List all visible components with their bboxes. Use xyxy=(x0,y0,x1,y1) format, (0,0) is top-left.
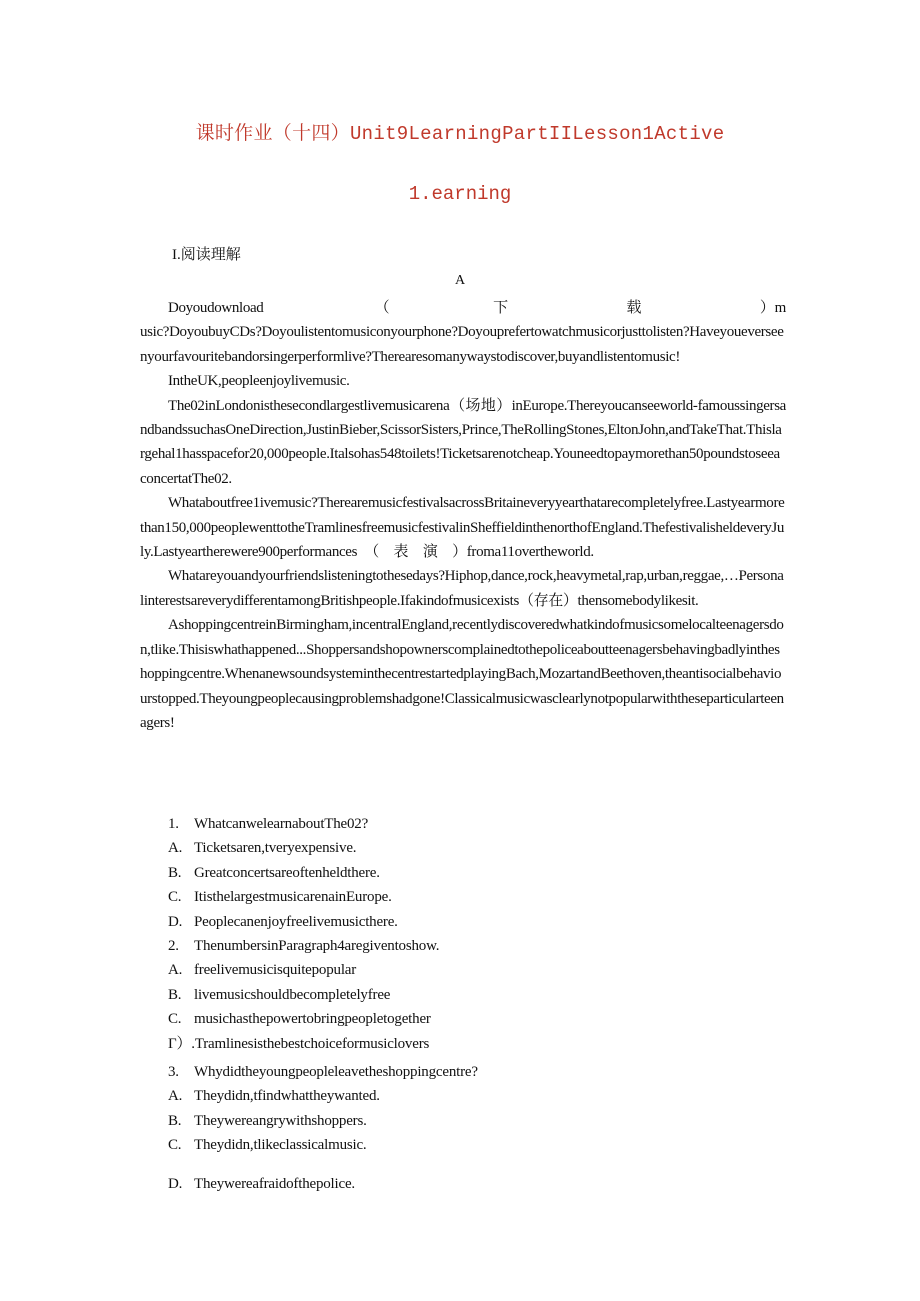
option-letter: D. xyxy=(168,913,183,930)
passage-paragraph: IntheUK,peopleenjoylivemusic. xyxy=(168,373,350,390)
option-text: ItisthelargestmusicarenainEurope. xyxy=(194,889,392,906)
option-text: Peoplecanenjoyfreelivemusicthere. xyxy=(194,913,398,930)
option-text: Greatconcertsareoftenheldthere. xyxy=(194,864,380,881)
option-letter: B. xyxy=(168,864,182,881)
option-letter: A. xyxy=(168,840,183,857)
question-stem xyxy=(168,1060,478,1084)
answer-option xyxy=(168,1109,478,1133)
page-subtitle: 1.earning xyxy=(408,183,512,205)
section-heading: I.阅读理解 xyxy=(172,247,241,263)
option-letter: Γ）. xyxy=(168,1035,195,1052)
question-number: 1. xyxy=(168,816,179,832)
option-text: livemusicshouldbecompletelyfree xyxy=(194,986,391,1003)
passage-paragraph: Whatareyouandyourfriendslisteningtothesedays?Hiphop,dance,rock,heavymetal,rap,urban,reggae,…PersonalinterestsareverydifferentamongBritishpeople.Ifakindofmusicexists（存在）thensomebodylikesit. xyxy=(140,568,784,609)
option-letter: C. xyxy=(168,1137,182,1154)
question-number: 2. xyxy=(168,938,179,955)
passage-paragraph: Whataboutfree1ivemusic?TherearemusicfestivalsacrossBritaineveryyearthatarecompletelyfree.Lastyearmorethan150,000peoplewenttotheTramlinesfreemusicfestivalinSheffieldinthenorthofEngland.ThefestivalisheldeveryJuly.Lastyeartherewere900performances （ 表 演 ）froma11overtheworld. xyxy=(140,495,785,561)
answer-option xyxy=(168,910,478,934)
option-text: Tramlinesisthebestchoiceformusiclovers xyxy=(194,1035,430,1052)
answer-option xyxy=(168,1133,478,1157)
answer-option xyxy=(168,836,478,860)
option-text: Theydidn,tfindwhattheywanted. xyxy=(194,1088,380,1105)
page-title: 课时作业（十四）Unit9LearningPartIILesson1Active xyxy=(195,123,725,145)
passage-paragraph: AshoppingcentreinBirmingham,incentralEngland,recentlydiscoveredwhatkindofmusicsomelocalteenagersdon,tlike.Thisiswhathappened...Shoppersandshopownerscomplainedtothepoliceaboutteenagersbehavingbadlyintheshoppingcentre.WhenanewsoundsysteminthecentrestartedplayingBach,MozartandBeethoven,theantisocialbehaviourstopped.Theyoungpeoplecausingproblemshadgone!Classicalmusicwasclearlynotpopularwiththeseparticularteenagers! xyxy=(140,617,784,731)
question-text: ThenumbersinParagraph4aregiventoshow. xyxy=(194,938,440,955)
option-text: Theywereangrywithshoppers. xyxy=(194,1112,367,1129)
reading-passage xyxy=(140,296,786,735)
option-letter: D. xyxy=(168,1175,183,1192)
passage-letter: A xyxy=(454,273,466,288)
answer-option xyxy=(168,958,478,982)
answer-option xyxy=(168,1172,478,1196)
answer-option xyxy=(168,861,478,885)
option-letter: C. xyxy=(168,1011,182,1028)
passage-paragraph: Doyoudownload （ 下 载 ）music?DoyoubuyCDs?Doyoulistentomusiconyourphone?Doyouprefertowatchmusicorjusttolisten?Haveyoueverseenyourfavouritebandorsingerperformlive?Therearesomanywaystodiscover,buyandlistentomusic! xyxy=(140,300,786,365)
option-text: Theywereafraidofthepolice. xyxy=(194,1175,355,1192)
question-text: Whydidtheyoungpeopleleavetheshoppingcentre? xyxy=(194,1064,478,1081)
question-stem xyxy=(168,812,478,836)
question-number: 3. xyxy=(168,1064,179,1081)
option-letter: B. xyxy=(168,986,182,1003)
option-text: freelivemusicisquitepopular xyxy=(194,962,357,979)
option-letter: A. xyxy=(168,962,183,979)
answer-option xyxy=(168,1007,478,1031)
answer-option xyxy=(168,1032,478,1056)
question-list xyxy=(168,812,478,1196)
option-letter: C. xyxy=(168,889,182,906)
option-text: musichasthepowertobringpeopletogether xyxy=(194,1011,431,1028)
passage-paragraph: The02inLondonisthesecondlargestlivemusicarena（场地）inEurope.Thereyoucanseeworld-famoussingersandbandssuchasOneDirection,JustinBieber,ScissorSisters,Prince,TheRollingStones,EltonJohn,andTakeThat.Thislargehal1hasspacefor20,000people.Italsohas548toilets!Ticketsarenotcheap.Youneedtopaymorethan50poundstoseeaconcertatThe02. xyxy=(140,397,786,487)
question-stem xyxy=(168,934,478,958)
option-text: Theydidn,tlikeclassicalmusic. xyxy=(194,1137,367,1154)
option-letter: B. xyxy=(168,1112,182,1129)
answer-option xyxy=(168,1084,478,1108)
answer-option xyxy=(168,885,478,909)
answer-option xyxy=(168,983,478,1007)
option-text: Ticketsaren,tveryexpensive. xyxy=(194,840,357,857)
option-letter: A. xyxy=(168,1088,183,1105)
question-text: WhatcanwelearnaboutThe02? xyxy=(194,816,369,832)
spacer xyxy=(168,1158,478,1172)
